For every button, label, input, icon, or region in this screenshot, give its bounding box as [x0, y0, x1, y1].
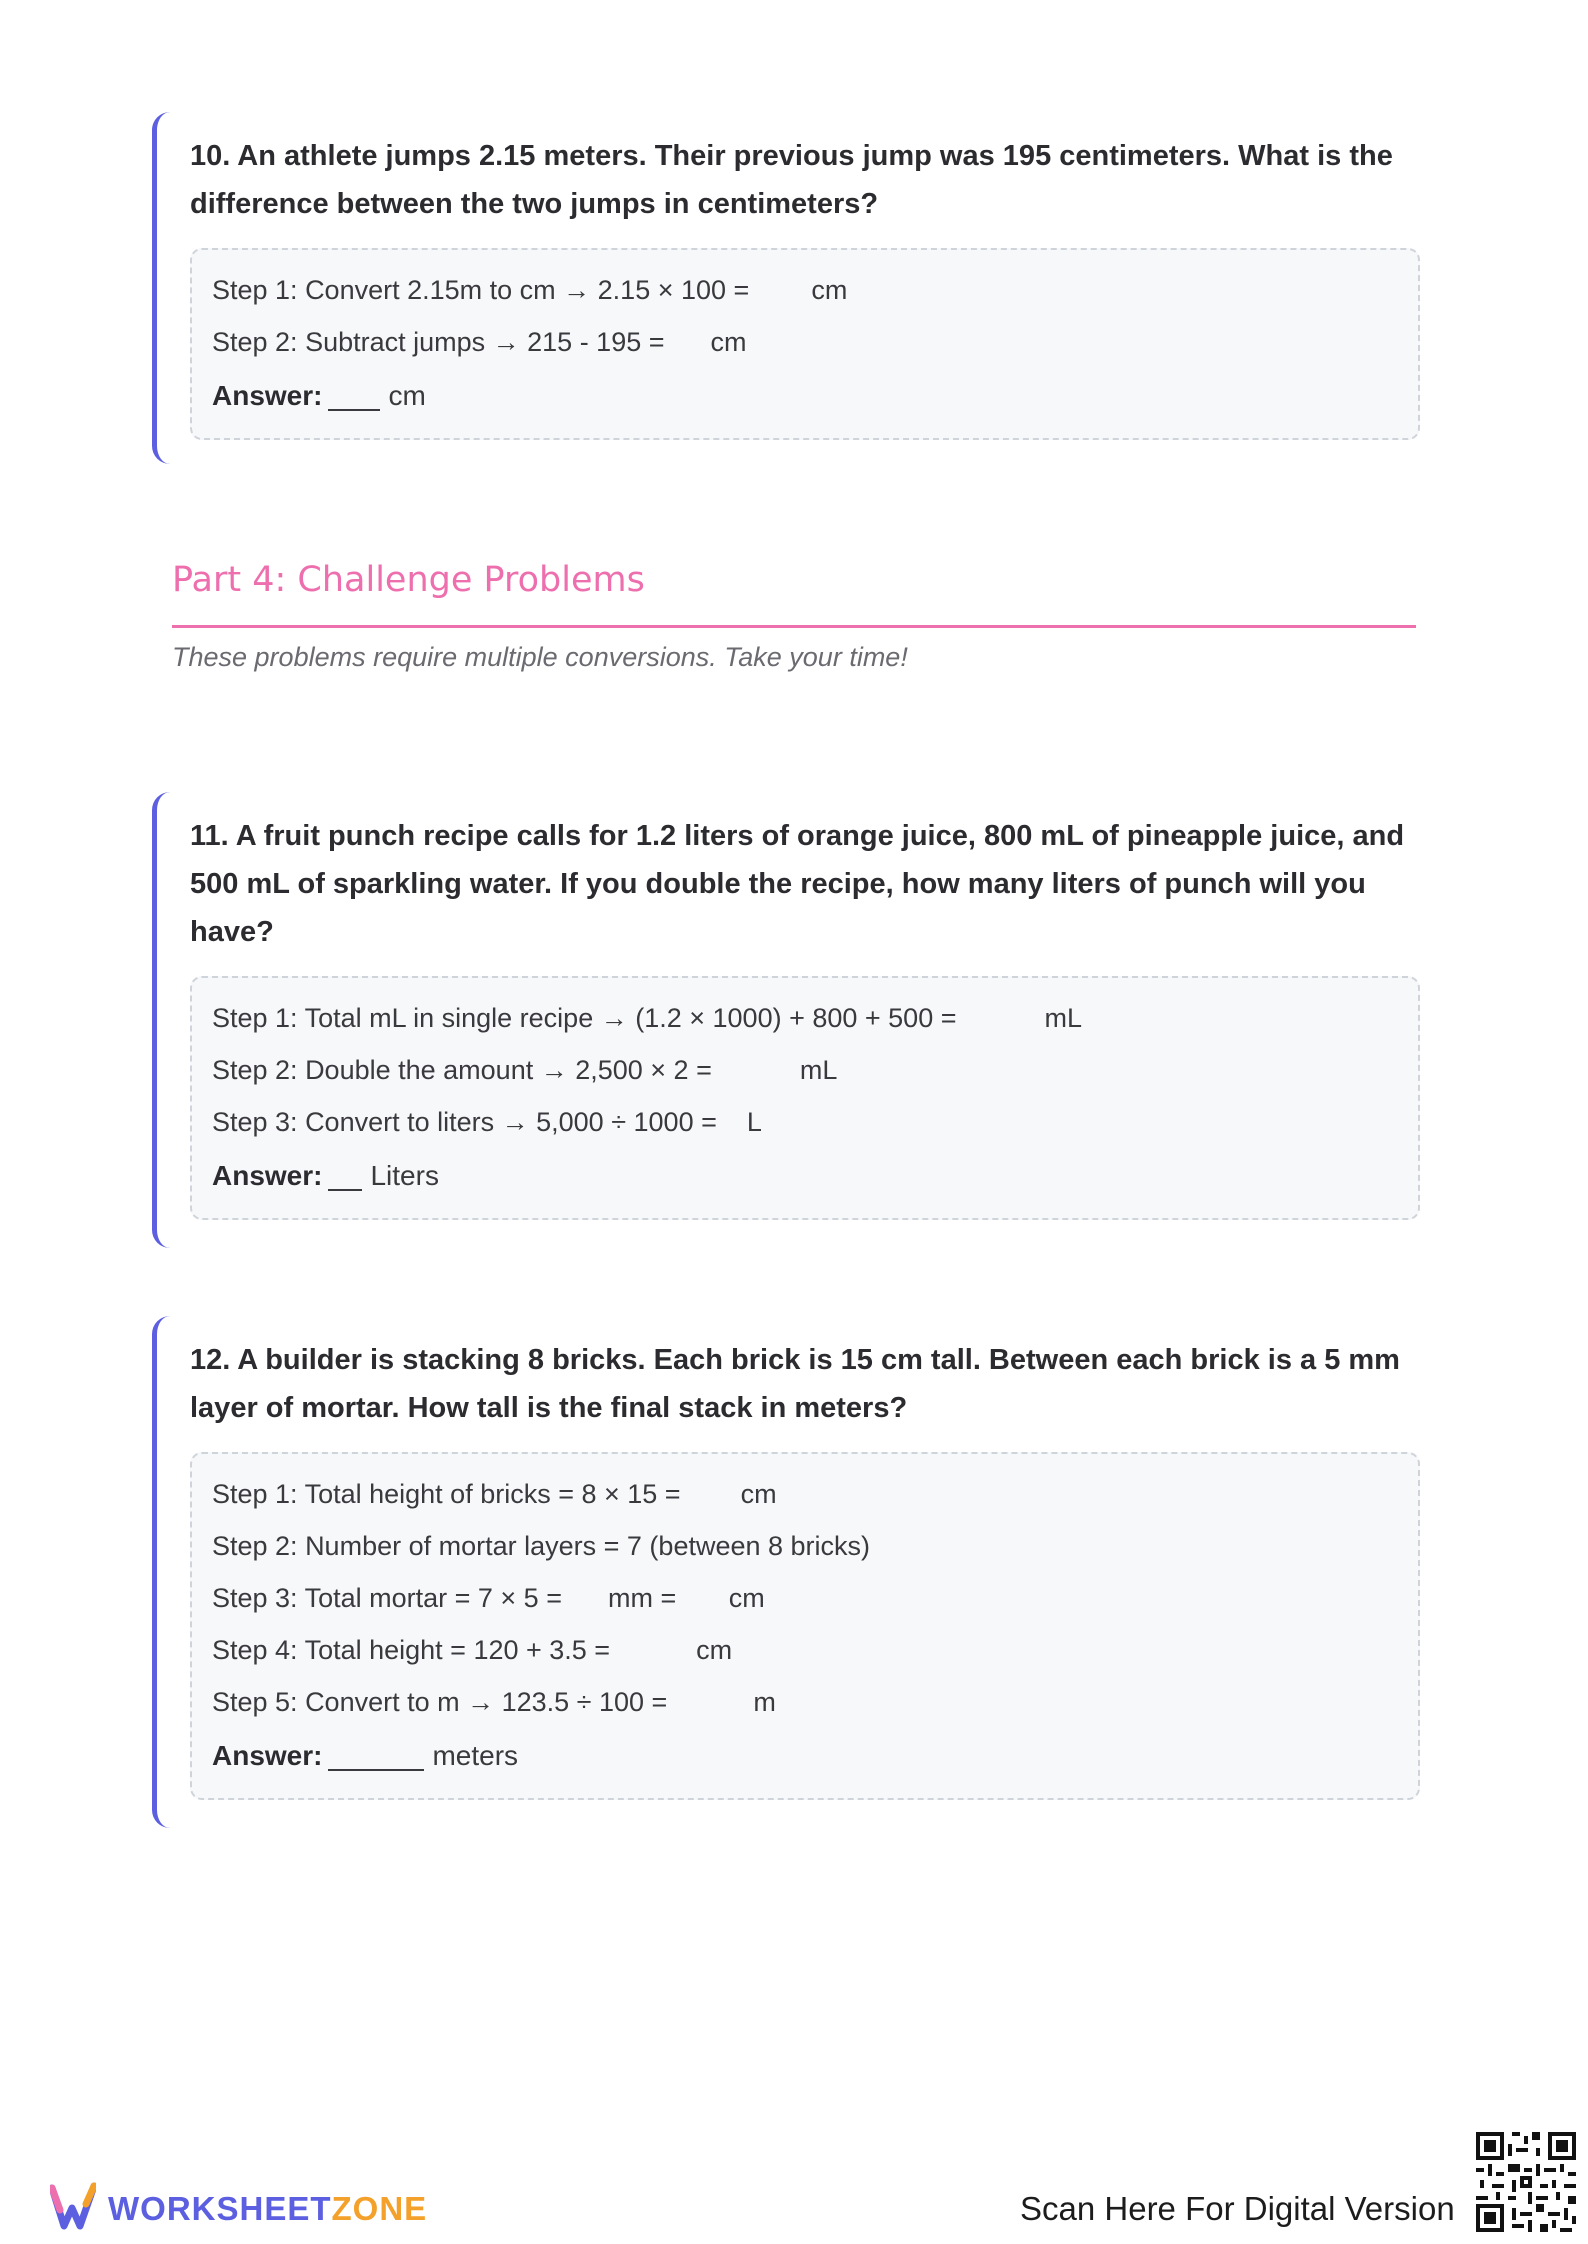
solution-steps-box: [190, 248, 1420, 440]
step-line: [212, 992, 1398, 1044]
answer-unit: meters: [432, 1740, 519, 1771]
step-text: Step 3: Convert to liters → 5,000 ÷ 1000 =: [212, 1107, 717, 1137]
step-unit: cm: [811, 275, 848, 305]
step-text: Step 5: Convert to m → 123.5 ÷ 100 =: [212, 1687, 668, 1717]
question-text: 12. A builder is stacking 8 bricks. Each brick is 15 cm tall. Between each brick is a 5 mm layer of mortar. How tall is the final stack in meters?: [190, 1344, 1400, 1424]
step-unit: mL: [799, 1055, 838, 1085]
answer-label: Answer:: [212, 1740, 323, 1771]
answer-blank[interactable]: [328, 1159, 362, 1191]
brand-name[interactable]: [108, 2190, 427, 2228]
step-text: Step 2: Subtract jumps → 215 - 195 =: [212, 327, 665, 357]
step-text: Step 1: Convert 2.15m to cm → 2.15 × 100 =: [212, 275, 750, 305]
answer-blank[interactable]: [328, 1739, 424, 1771]
answer-line: [212, 1148, 1398, 1204]
step-text: Step 4: Total height = 120 + 3.5 =: [212, 1635, 611, 1665]
section-divider: [172, 625, 1416, 628]
step-line: [212, 1520, 1398, 1572]
answer-label: Answer:: [212, 380, 323, 411]
solution-steps-box: [190, 976, 1420, 1220]
question-text: 10. An athlete jumps 2.15 meters. Their previous jump was 195 centimeters. What is the difference between the two jumps in centimeters?: [190, 140, 1393, 220]
step-text: Step 2: Double the amount → 2,500 × 2 =: [212, 1055, 712, 1085]
answer-line: [212, 1728, 1398, 1784]
step-line: [212, 1572, 1398, 1624]
step-line: [212, 1676, 1398, 1728]
step-unit: cm: [696, 1635, 733, 1665]
step-line: [212, 264, 1398, 316]
step-unit: cm: [740, 1479, 777, 1509]
answer-label: Answer:: [212, 1160, 323, 1191]
question-text: 11. A fruit punch recipe calls for 1.2 liters of orange juice, 800 mL of pineapple juice, and 500 mL of sparkling water. If you double the recipe, how many liters of punch will you have?: [190, 820, 1405, 948]
solution-steps-box: [190, 1452, 1420, 1800]
brand-part-2: ZONE: [331, 2190, 428, 2227]
step-line: [212, 316, 1398, 368]
answer-unit: Liters: [370, 1160, 439, 1191]
worksheetzone-logo-icon: [50, 2180, 96, 2232]
answer-line: [212, 368, 1398, 424]
step-unit: cm: [710, 327, 747, 357]
answer-unit: cm: [388, 380, 426, 411]
brand-part-1: WORKSHEET: [108, 2190, 332, 2227]
step-text: Step 1: Total height of bricks = 8 × 15 =: [212, 1479, 681, 1509]
step-line: [212, 1624, 1398, 1676]
step-text: Step 2: Number of mortar layers = 7 (between 8 bricks): [212, 1531, 871, 1561]
step-line: [212, 1044, 1398, 1096]
qr-code-icon[interactable]: [1472, 2128, 1580, 2236]
step-unit: mm = cm: [607, 1583, 765, 1613]
problem-11: [152, 792, 1414, 1248]
section-subtitle: These problems require multiple conversions. Take your time!: [172, 642, 908, 672]
step-unit: m: [753, 1687, 776, 1717]
step-text: Step 3: Total mortar = 7 × 5 =: [212, 1583, 562, 1613]
step-line: [212, 1096, 1398, 1148]
step-text: Step 1: Total mL in single recipe → (1.2 × 1000) + 800 + 500 =: [212, 1003, 957, 1033]
section-title: Part 4: Challenge Problems: [172, 560, 645, 600]
step-line: [212, 1468, 1398, 1520]
scan-text: Scan Here For Digital Version: [1020, 2190, 1455, 2227]
step-unit: L: [746, 1107, 762, 1137]
problem-10: [152, 112, 1414, 464]
problem-12: [152, 1316, 1414, 1828]
answer-blank[interactable]: [328, 379, 380, 411]
step-unit: mL: [1044, 1003, 1082, 1033]
